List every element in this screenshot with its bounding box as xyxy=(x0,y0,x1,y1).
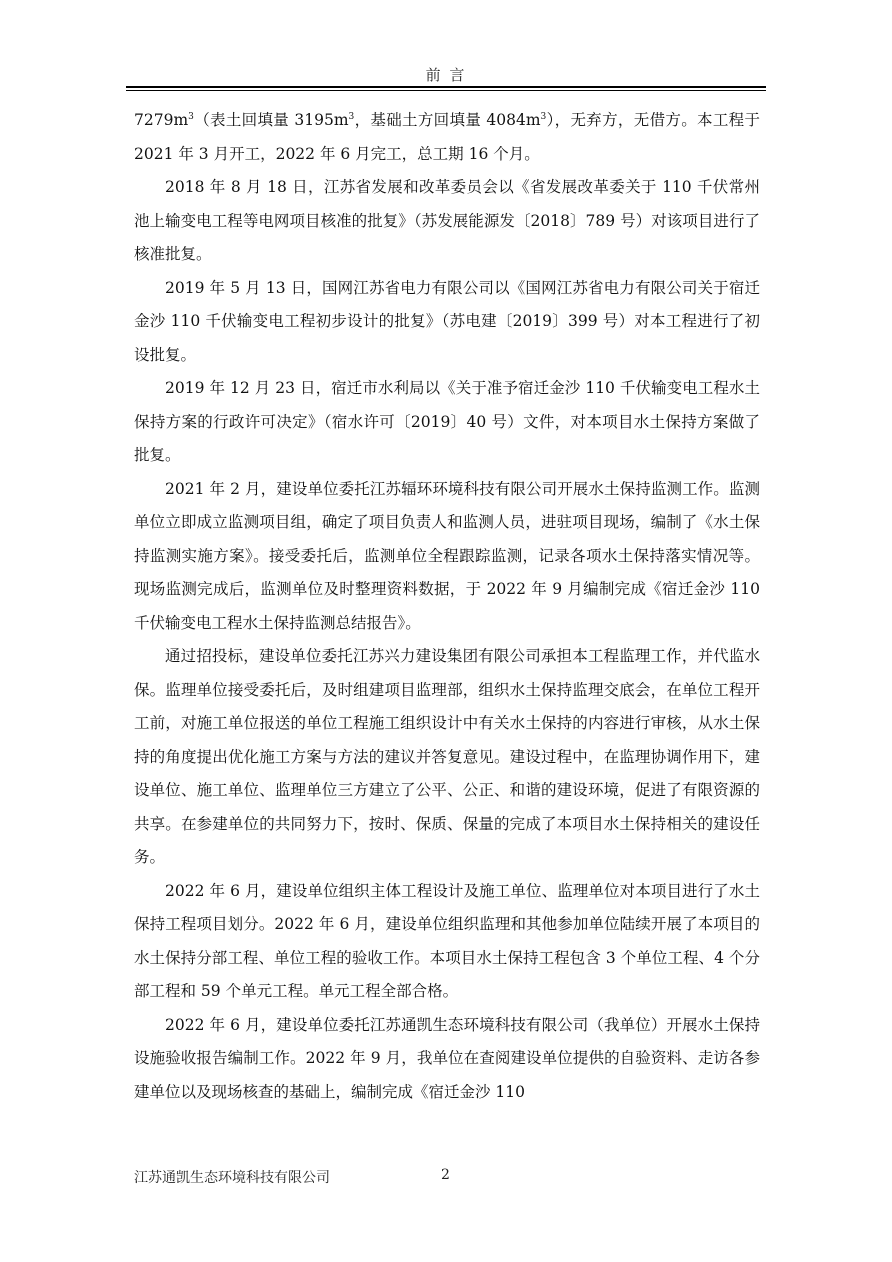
header-rule-thick xyxy=(126,86,766,88)
footer-company-name: 江苏通凯生态环境科技有限公司 xyxy=(134,1170,330,1186)
body-paragraph xyxy=(134,875,760,1009)
body-paragraph xyxy=(134,104,760,171)
superscript-unit: 3 xyxy=(188,111,194,122)
paragraph-text: 2019 年 12 月 23 日，宿迁市水利局以《关于准予宿迁金沙 110 千伏输变电工程水土保持方案的行政许可决定》（宿水许可〔2019〕40 号）文件，对本项目水土保持方案做了批复。 xyxy=(134,379,760,464)
body-paragraph xyxy=(134,640,760,875)
body-paragraph xyxy=(134,171,760,272)
body-paragraph xyxy=(134,372,760,473)
body-paragraph xyxy=(134,473,760,641)
footer-page-number: 2 xyxy=(441,1167,450,1183)
paragraph-text: ，基础土方回填量 4084m xyxy=(354,111,541,129)
page-header-title: 前 言 xyxy=(425,66,467,84)
paragraph-text: （表土回填量 3195m xyxy=(193,111,349,129)
header-rule-thin xyxy=(126,90,766,91)
body-paragraph xyxy=(134,272,760,373)
paragraph-text: 通过招投标，建设单位委托江苏兴力建设集团有限公司承担本工程监理工作，并代监水保。监理单位接受委托后，及时组建项目监理部，组织水土保持监理交底会，在单位工程开工前，对施工单位报送的单位工程施工组织设计中有关水土保持的内容进行审核，从水土保持的角度提出优化施工方案与方法的建议并答复意见。建设过程中，在监理协调作用下，建设单位、施工单位、监理单位三方建立了公平、公正、和谐的建设环境，促进了有限资源的共享。在参建单位的共同努力下，按时、保质、保量的完成了本项目水土保持相关的建设任务。 xyxy=(134,647,760,866)
paragraph-text: 2022 年 6 月，建设单位组织主体工程设计及施工单位、监理单位对本项目进行了水土保持工程项目划分。2022 年 6 月，建设单位组织监理和其他参加单位陆续开展了本项目的水土保持分部工程、单位工程的验收工作。本项目水土保持工程包含 3 个单位工程、4 个分部工程和 59 个单元工程。单元工程全部合格。 xyxy=(134,881,760,1000)
paragraph-text: ），无弃方，无借方。本工程于 2021 年 3 月开工，2022 年 6 月完工，总工期 16 个月。 xyxy=(134,111,760,163)
body-paragraph xyxy=(134,1009,760,1110)
superscript-unit: 3 xyxy=(348,111,355,122)
paragraph-text: 2019 年 5 月 13 日，国网江苏省电力有限公司以《国网江苏省电力有限公司关于宿迁金沙 110 千伏输变电工程初步设计的批复》（苏电建〔2019〕399 号）对本工程进行了初设批复。 xyxy=(134,278,760,364)
body-text xyxy=(134,104,760,1109)
paragraph-text: 2022 年 6 月，建设单位委托江苏通凯生态环境科技有限公司（我单位）开展水土保持设施验收报告编制工作。2022 年 9 月，我单位在查阅建设单位提供的自验资料、走访各参建单位以及现场核查的基础上，编制完成《宿迁金沙 110 xyxy=(134,1015,760,1101)
paragraph-text: 2018 年 8 月 18 日，江苏省发展和改革委员会以《省发展改革委关于 110 千伏常州池上输变电工程等电网项目核准的批复》（苏发展能源发〔2018〕789 号）对该项目进行了核准批复。 xyxy=(134,178,760,263)
paragraph-text: 2021 年 2 月，建设单位委托江苏辐环环境科技有限公司开展水土保持监测工作。监测单位立即成立监测项目组，确定了项目负责人和监测人员，进驻项目现场，编制了《水土保持监测实施方案》。接受委托后，监测单位全程跟踪监测，记录各项水土保持落实情况等。现场监测完成后，监测单位及时整理资料数据，于 2022 年 9 月编制完成《宿迁金沙 110 千伏输变电工程水土保持监测总结报告》。 xyxy=(134,479,760,632)
paragraph-text: 7279m xyxy=(134,111,189,129)
superscript-unit: 3 xyxy=(540,111,547,122)
